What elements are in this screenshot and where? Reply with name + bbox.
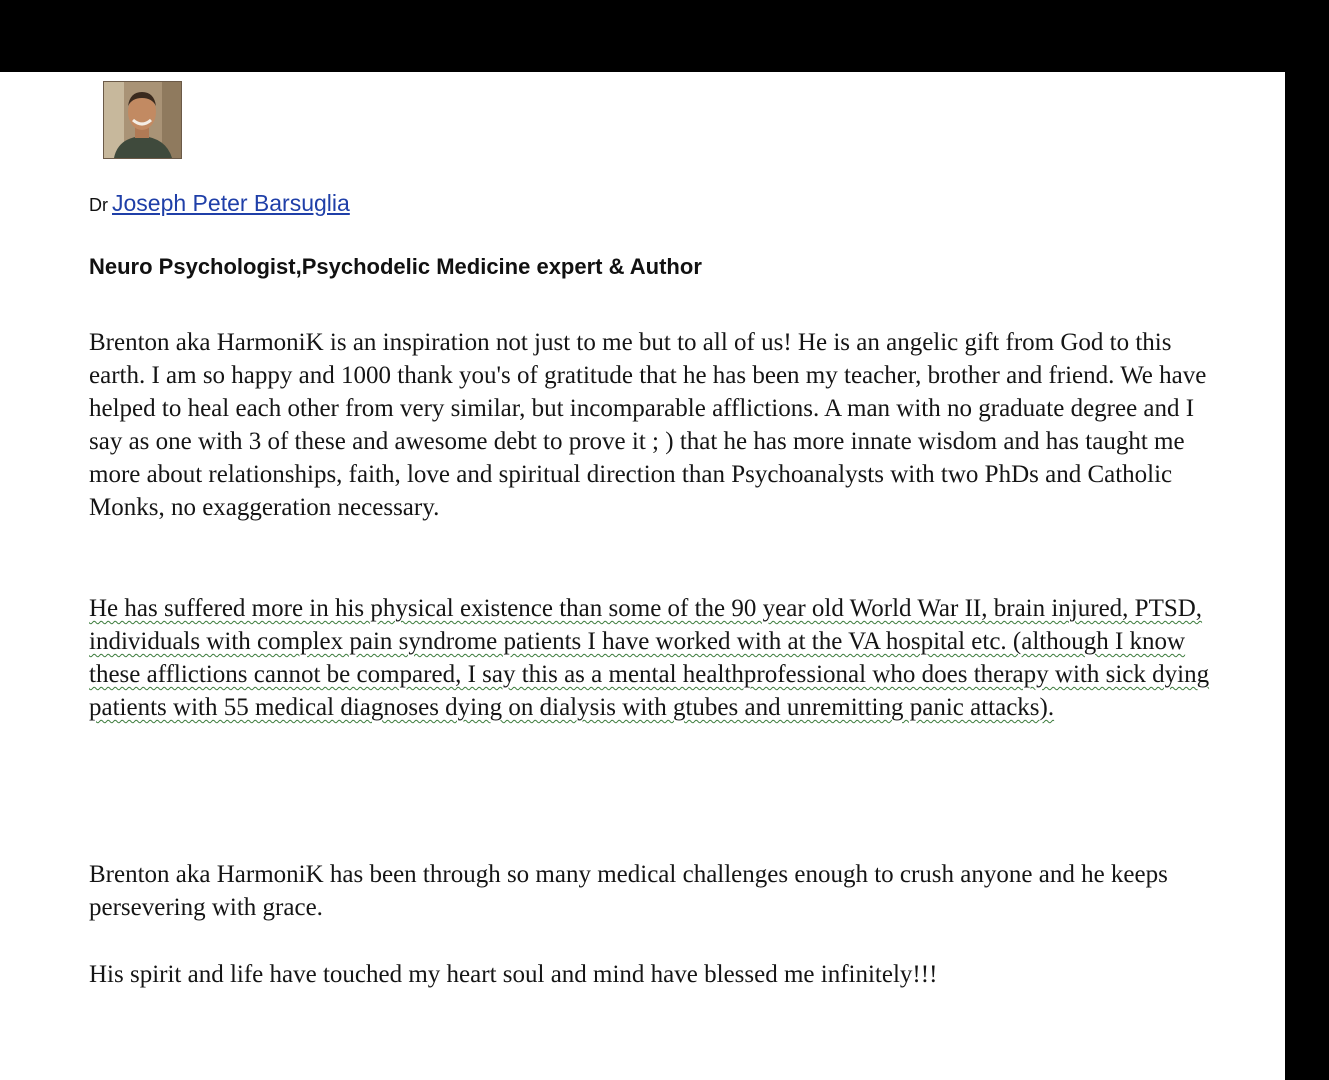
author-name-link[interactable]: Joseph Peter Barsuglia [112, 190, 350, 216]
author-line [89, 190, 350, 217]
paragraph-3: Brenton aka HarmoniK has been through so many medical challenges enough to crush anyone and he keeps persevering with grace. [89, 861, 1168, 921]
document-page [0, 72, 1285, 1080]
author-role: Neuro Psychologist,Psychodelic Medicine expert & Author [89, 254, 702, 279]
paragraph-1: Brenton aka HarmoniK is an inspiration not just to me but to all of us! He is an angelic gift from God to this earth. I am so happy and 1000 thank you's of gratitude that he has been my teacher, brother and friend. We have helped to heal each other from very similar, but incomparable afflictions. A man with no graduate degree and I say as one with 3 of these and awesome debt to prove it ; ) that he has more innate wisdom and has taught me more about relationships, faith, love and spiritual direction than Psychoanalysts with two PhDs and Catholic Monks, no exaggeration necessary. [89, 329, 1207, 521]
paragraph-4: His spirit and life have touched my heart soul and mind have blessed me infinitely!!! [89, 961, 938, 988]
paragraph-2: He has suffered more in his physical existence than some of the 90 year old World War II, brain injured, PTSD, individuals with complex pain syndrome patients I have worked with at the VA hospital etc. (although I know these afflictions cannot be compared, I say this as a mental healthprofessional who does therapy with sick dying patients with 55 medical diagnoses dying on dialysis with gtubes and unremitting panic attacks). [89, 595, 1210, 721]
author-photo [103, 81, 182, 159]
author-photo-image [104, 82, 181, 158]
author-prefix: Dr [89, 195, 108, 215]
